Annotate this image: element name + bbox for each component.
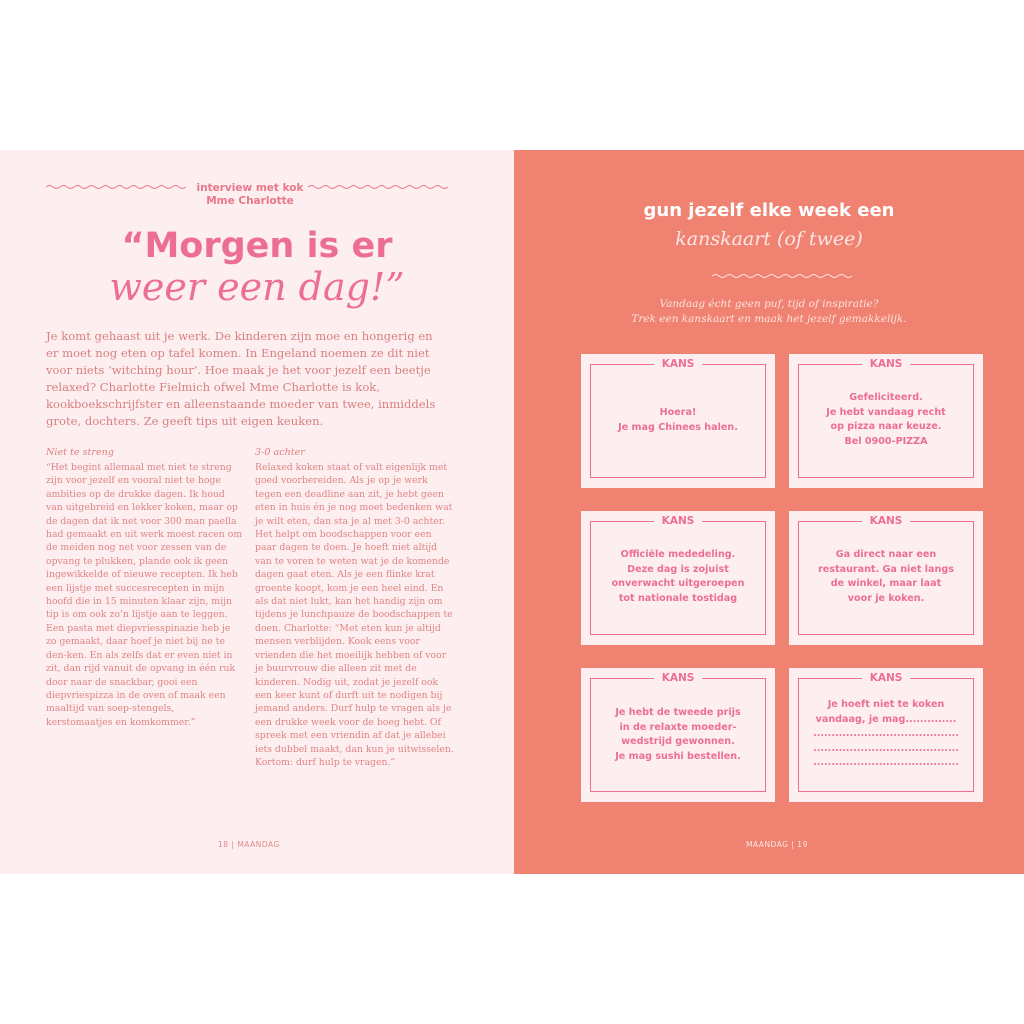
card-label: KANS [862, 358, 911, 370]
card-text-line: Je hebt de tweede prijs [615, 707, 741, 718]
right-subtitle [514, 297, 1024, 327]
page-folio-left: 18 | MAANDAG [218, 840, 280, 849]
card-text-line: voor je koken. [847, 592, 925, 604]
headline-line-1: “Morgen is er [121, 226, 393, 266]
page-folio-right: MAANDAG | 19 [746, 840, 808, 849]
section-heading: Niet te streng [46, 447, 114, 458]
card-text-line: ........................................ [813, 742, 959, 754]
card-text-line: wedstrijd gewonnen. [621, 736, 735, 747]
card-text-line: in de relaxte moeder- [619, 721, 737, 733]
card-text-line: vandaag, je mag.............. [815, 713, 957, 725]
card-label: KANS [654, 358, 703, 370]
kans-card-pizza [789, 354, 983, 488]
section-heading: 3-0 achter [255, 447, 305, 458]
card-text [595, 548, 761, 606]
kans-card-tostidag [581, 511, 775, 645]
article-kicker [180, 182, 320, 208]
card-text-line: Ga direct naar een [835, 549, 937, 560]
card-text-line: restaurant. Ga niet langs [818, 563, 954, 575]
card-text-line: Gefeliciteerd. [849, 392, 923, 403]
card-text-line: tot nationale tostidag [618, 592, 738, 604]
section-body: “Het begint allemaal met niet te streng zijn voor jezelf en vooral niet te hoge ambities op de drukke dagen. Ik houd van uitgebreid en lekker koken, maar op de dagen dat ik net voor 300 man paella had gemaakt en uit werk moest racen om de meiden nog net voor zessen van de opvang te plukken, plande ook ik geen ingewikkelde of nieuwe recepten. Ik heb een lijstje met succesrecepten in mijn hoofd die in 15 minuten klaar zijn, mijn tip is om ook zo’n lijstje aan te leggen. Een pasta met diepvriesspinazie heb je zo gemaakt, daar hoef je niet bij ne te den-ken. En als zelfs dat er even niet in zit, dan rijd vanuit de opvang in één ruk door naar de snackbar, gooi een diepvriespizza in de oven of maak een maaltijd van soep-stengels, kerstomaatjes en komkommer.” [46, 462, 243, 728]
card-text [595, 406, 761, 435]
wavy-divider-right-page [712, 272, 852, 280]
card-text-line: onverwacht uitgeroepen [611, 578, 745, 589]
column-right [255, 446, 455, 769]
card-text-line: op pizza naar keuze. [830, 421, 942, 432]
kicker-line: Mme Charlotte [206, 195, 294, 207]
right-title-line-2: kanskaart (of twee) [675, 228, 863, 250]
column-left [46, 446, 243, 729]
subtitle-line: Vandaag écht geen puf, tijd of inspiratie? [659, 298, 879, 310]
subtitle-line: Trek een kanskaart en maak het jezelf gemakkelijk. [631, 313, 907, 325]
card-text-line: Deze dag is zojuist [627, 563, 729, 575]
card-text-line: Je hebt vandaag recht [826, 406, 946, 418]
kans-card-restaurant [789, 511, 983, 645]
card-text [595, 706, 761, 764]
wavy-divider-left [46, 183, 186, 191]
card-text-line: Je mag Chinees halen. [618, 421, 738, 433]
card-text-line: ........................................ [813, 757, 959, 768]
kicker-line: interview met kok [196, 182, 304, 194]
card-text [803, 391, 969, 449]
section-body: Relaxed koken staat of valt eigenlijk met goed voorbereiden. Als je op je werk tegen een deadline aan zit, je hebt geen eten in huis én je nog moet bedenken wat je wilt eten, dan sta je al met 3-0 achter. Het helpt om boodschappen voor een paar dagen te doen. Je hoeft niet altijd van te voren te weten wat je de komende dagen gaat eten. Als je een flinke krat groente koopt, kom je een heel eind. En als dat niet lukt, kan het handig zijn om tijdens je lunchpauze de boodschappen te doen. Charlotte: “Met eten kun je altijd mensen verblijden. Kook eens voor vrienden die het moeilijk hebben of voor je buurvrouw die alleen zit met de kinderen. Nodig uit, zodat je jezelf ook een keer kunt of durft uit te nodigen bij jemand anders. Durf hulp te vragen als je een drukke week voor de boeg hebt. Of spreek met een vriendin af dat je allebei iets dubbel maakt, dan kun je uitwisselen. Kortom: durf hulp te vragen.” [255, 462, 454, 768]
card-label: KANS [862, 672, 911, 684]
card-text-line: Officiële mededeling. [620, 549, 736, 560]
right-title-line-1: gun jezelf elke week een [643, 200, 895, 221]
card-text-line: Bel 0900-PIZZA [844, 435, 928, 447]
card-text-line: de winkel, maar laat [830, 578, 942, 589]
card-text-line: ........................................ [813, 728, 959, 739]
kans-card-fill-in [789, 668, 983, 802]
card-label: KANS [654, 515, 703, 527]
wavy-divider-right [308, 183, 448, 191]
intro-paragraph: Je komt gehaast uit je werk. De kinderen zijn moe en hongerig en er moet nog eten op tafel komen. In Engeland noemen ze dit niet voor niets ‘witching hour’. Hoe maak je het voor jezelf een beetje relaxed? Charlotte Fielmich ofwel Mme Charlotte is kok, kookboekschrijfster en alleenstaande moeder van twee, inmiddels grote, dochters. Ze geeft tips uit eigen keuken. [46, 329, 436, 428]
card-text [803, 698, 969, 771]
kans-card-chinees [581, 354, 775, 488]
card-label: KANS [862, 515, 911, 527]
card-text-line: Je hoeft niet te koken [827, 699, 945, 710]
card-text-line: Hoera! [659, 407, 697, 418]
headline-line-2: weer een dag!” [109, 265, 405, 309]
card-label: KANS [654, 672, 703, 684]
card-text [803, 548, 969, 606]
kans-card-sushi [581, 668, 775, 802]
card-text-line: Je mag sushi bestellen. [615, 750, 741, 762]
